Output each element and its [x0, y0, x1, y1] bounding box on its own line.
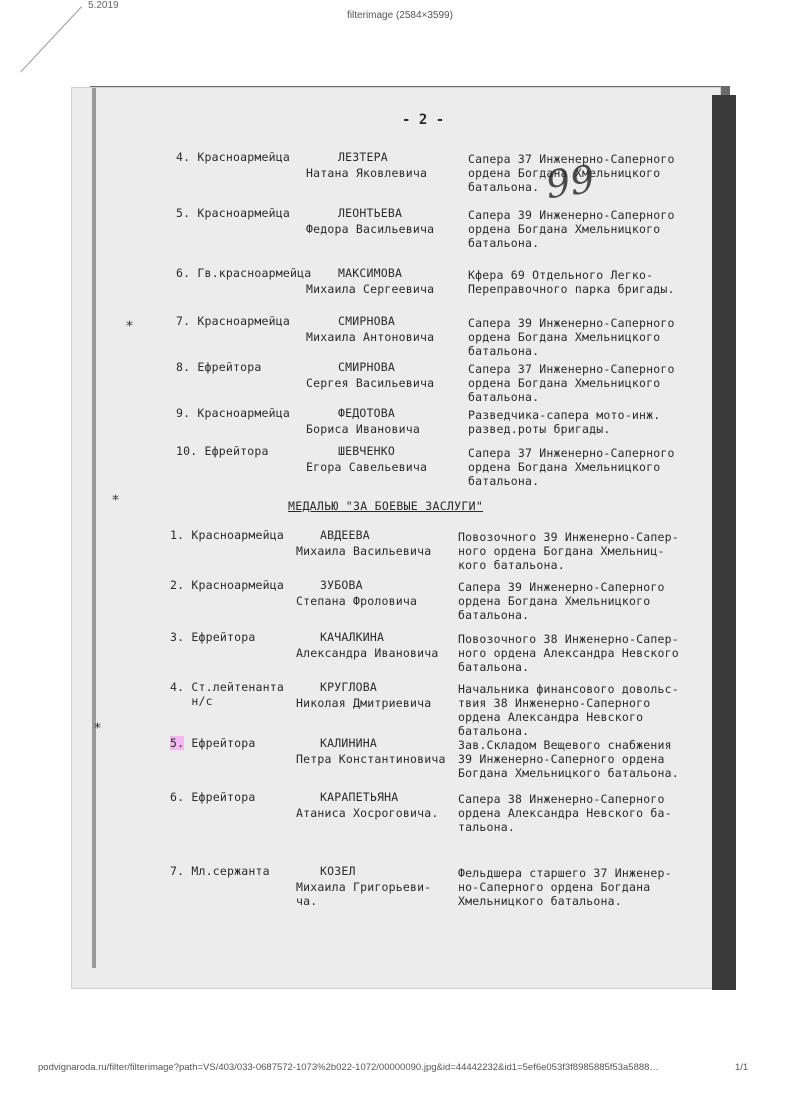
award-entry: [0, 150, 800, 210]
entry-number-rank: 10. Ефрейтора: [176, 444, 269, 458]
entry-unit: Сапера 38 Инженерно-Саперного ордена Александра Невского ба- тальона.: [458, 792, 672, 834]
entry-given-names: Петра Константиновича: [296, 752, 446, 766]
entry-unit: Повозочного 39 Инженерно-Сапер- ного ордена Богдана Хмельниц- кого батальона.: [458, 530, 679, 572]
entry-unit: Сапера 39 Инженерно-Саперного ордена Богдана Хмельницкого батальона.: [468, 208, 675, 250]
footer-page-count: 1/1: [735, 1062, 749, 1073]
entry-given-names: Михаила Антоновича: [306, 330, 435, 344]
entry-surname: МАКСИМОВА: [338, 266, 403, 280]
entry-number-rank: 7. Мл.сержанта: [170, 864, 270, 878]
award-entry: [0, 864, 800, 924]
entry-unit: Кфера 69 Отдельного Легко- Переправочного парка бригады.: [468, 268, 675, 296]
entry-number-rank: 6. Гв.красноармейца: [176, 266, 312, 280]
page-number: - 2 -: [402, 112, 445, 128]
award-entry: [0, 790, 800, 850]
entry-number-rank: 4. Ст.лейтенанта н/с: [170, 680, 284, 708]
award-entry: [0, 736, 800, 796]
entry-surname: СМИРНОВА: [338, 314, 395, 328]
entry-unit: Фельдшера старшего 37 Инженер- но-Саперного ордена Богдана Хмельницкого батальона.: [458, 866, 672, 908]
entry-surname: ШЕВЧЕНКО: [338, 444, 395, 458]
award-entry: [0, 578, 800, 638]
entry-surname: СМИРНОВА: [338, 360, 395, 374]
entry-unit: Сапера 37 Инженерно-Саперного ордена Богдана Хмельницкого батальона.: [468, 362, 675, 404]
margin-mark: ⁎: [112, 488, 119, 504]
entry-surname: КАРАПЕТЬЯНА: [320, 790, 399, 804]
footer-url: podvignaroda.ru/filter/filterimage?path=VS/403/033-0687572-1073%2b022-1072/00000090.jpg&id=44442232&id1=5ef6e053f3f8985885f53a5888…: [38, 1062, 659, 1073]
entry-given-names: Николая Дмитриевича: [296, 696, 432, 710]
entry-unit: Сапера 37 Инженерно-Саперного ордена Богдана Хмельницкого батальона.: [468, 152, 675, 194]
entry-surname: КАЛИНИНА: [320, 736, 377, 750]
entry-given-names: Михаила Сергеевича: [306, 282, 435, 296]
entry-unit: Сапера 37 Инженерно-Саперного ордена Богдана Хмельницкого батальона.: [468, 446, 675, 488]
entry-surname: ЛЕОНТЬЕВА: [338, 206, 403, 220]
entry-given-names: Бориса Ивановича: [306, 422, 420, 436]
entry-given-names: Атаниса Хосроговича.: [296, 806, 439, 820]
entry-surname: КАЧАЛКИНА: [320, 630, 385, 644]
award-entry: [0, 444, 800, 504]
margin-mark: ⁎: [94, 716, 101, 732]
entry-surname: КОЗЕЛ: [320, 864, 356, 878]
margin-mark: ⁎: [126, 314, 133, 330]
entry-given-names: Михаила Григорьеви- ча.: [296, 880, 432, 908]
section-title: МЕДАЛЬЮ "ЗА БОЕВЫЕ ЗАСЛУГИ": [288, 499, 484, 513]
entry-given-names: Натана Яковлевича: [306, 166, 428, 180]
entry-number-rank: 8. Ефрейтора: [176, 360, 262, 374]
entry-number-rank: 5. Красноармейца: [176, 206, 290, 220]
entry-given-names: Степана Фроловича: [296, 594, 418, 608]
entry-number-rank: 1. Красноармейца: [170, 528, 284, 542]
entry-unit: Зав.Складом Вещевого снабжения 39 Инженерно-Саперного ордена Богдана Хмельницкого батальона.: [458, 738, 679, 780]
entry-unit: Разведчика-сапера мото-инж. развед.роты бригады.: [468, 408, 661, 436]
entry-given-names: Сергея Васильевича: [306, 376, 435, 390]
entry-number-rank: 5. Ефрейтора: [170, 736, 256, 750]
entry-number-rank: 2. Красноармейца: [170, 578, 284, 592]
entry-number-rank: 4. Красноармейца: [176, 150, 290, 164]
entry-given-names: Федора Васильевича: [306, 222, 435, 236]
entry-number-rank: 9. Красноармейца: [176, 406, 290, 420]
entry-surname: ЗУБОВА: [320, 578, 363, 592]
entry-given-names: Егора Савельевича: [306, 460, 428, 474]
entry-surname: КРУГЛОВА: [320, 680, 377, 694]
entry-surname: ФЕДОТОВА: [338, 406, 395, 420]
entry-surname: ЛЕЗТЕРА: [338, 150, 388, 164]
entry-unit: Начальника финансового довольс- твия 38 Инженерно-Саперного ордена Александра Невского батальона.: [458, 682, 679, 738]
browser-date-fragment: 5.2019: [88, 0, 119, 11]
entry-given-names: Михаила Васильевича: [296, 544, 432, 558]
entry-number-rank: 6. Ефрейтора: [170, 790, 256, 804]
entry-unit: Повозочного 38 Инженерно-Сапер- ного ордена Александра Невского батальона.: [458, 632, 679, 674]
entry-number-rank: 7. Красноармейца: [176, 314, 290, 328]
entry-unit: Сапера 39 Инженерно-Саперного ордена Богдана Хмельницкого батальона.: [468, 316, 675, 358]
award-entry: [0, 680, 800, 740]
handwritten-stamp: 99: [543, 156, 598, 208]
browser-window-title: filterimage (2584×3599): [347, 10, 453, 21]
entry-given-names: Александра Ивановича: [296, 646, 439, 660]
entry-number-rank: 3. Ефрейтора: [170, 630, 256, 644]
entry-unit: Сапера 39 Инженерно-Саперного ордена Богдана Хмельницкого батальона.: [458, 580, 665, 622]
entry-surname: АВДЕЕВА: [320, 528, 370, 542]
award-entry: [0, 206, 800, 266]
